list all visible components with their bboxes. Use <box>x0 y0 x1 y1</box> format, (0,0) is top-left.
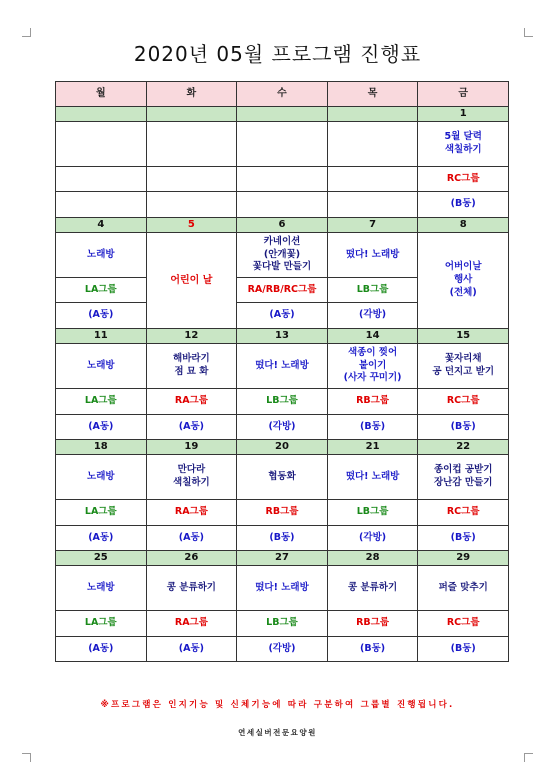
activity-cell: 떴다! 노래방 <box>237 344 328 389</box>
building-row-week5 <box>56 637 509 662</box>
date-cell: 8 <box>418 218 509 233</box>
activity-cell: 카네이션 (안개꽃) 꽃다발 만들기 <box>237 233 328 278</box>
date-row-week5 <box>56 551 509 566</box>
activity-cell: 꽃자리채 공 던지고 받기 <box>418 344 509 389</box>
date-cell: 22 <box>418 440 509 455</box>
date-cell: 19 <box>146 440 237 455</box>
activity-row-week2 <box>56 233 509 278</box>
date-cell: 7 <box>327 218 418 233</box>
activity-cell: 떴다! 노래방 <box>237 566 328 611</box>
date-cell: 4 <box>56 218 147 233</box>
group-cell: RB그룹 <box>327 611 418 637</box>
building-cell: (A동) <box>56 637 147 662</box>
group-cell: RC그룹 <box>418 500 509 526</box>
group-cell <box>327 167 418 192</box>
group-cell <box>56 167 147 192</box>
activity-cell: 5월 달력 색칠하기 <box>418 122 509 167</box>
building-cell: (A동) <box>237 303 328 329</box>
weekday-thu: 목 <box>327 82 418 107</box>
group-row-week1 <box>56 167 509 192</box>
page-title: 2020년 05월 프로그램 진행표 <box>133 42 422 66</box>
date-cell <box>56 107 147 122</box>
group-cell <box>237 167 328 192</box>
activity-cell: 떴다! 노래방 <box>327 233 418 278</box>
building-cell: (각방) <box>237 415 328 440</box>
building-cell: (B동) <box>418 526 509 551</box>
weekday-header-row <box>56 82 509 107</box>
date-row-week3 <box>56 329 509 344</box>
activity-cell: 색종이 찢어 붙이기 (사자 꾸미기) <box>327 344 418 389</box>
group-cell: LB그룹 <box>237 389 328 415</box>
activity-cell: 해바라기 점 묘 화 <box>146 344 237 389</box>
activity-cell: 퍼즐 맞추기 <box>418 566 509 611</box>
building-cell: (A동) <box>146 637 237 662</box>
date-cell-holiday: 5 <box>146 218 237 233</box>
building-cell: (A동) <box>56 415 147 440</box>
crop-mark-top-left <box>22 28 31 37</box>
activity-cell: 만다라 색칠하기 <box>146 455 237 500</box>
group-row-week3 <box>56 389 509 415</box>
group-cell: RA/RB/RC그룹 <box>237 278 328 303</box>
date-cell: 25 <box>56 551 147 566</box>
weekday-mon: 월 <box>56 82 147 107</box>
building-cell: (B동) <box>327 415 418 440</box>
building-cell <box>327 192 418 218</box>
group-cell: RA그룹 <box>146 500 237 526</box>
date-cell: 20 <box>237 440 328 455</box>
date-cell <box>237 107 328 122</box>
group-cell: RA그룹 <box>146 389 237 415</box>
group-cell: LB그룹 <box>327 500 418 526</box>
building-cell: (각방) <box>327 303 418 329</box>
crop-mark-bottom-left <box>22 753 31 762</box>
building-row-week4 <box>56 526 509 551</box>
footnote: ※프로그램은 인지기능 및 신체기능에 따라 구분하여 그룹별 진행됩니다. <box>100 700 455 710</box>
date-cell: 14 <box>327 329 418 344</box>
group-cell: RA그룹 <box>146 611 237 637</box>
activity-cell: 떴다! 노래방 <box>327 455 418 500</box>
group-cell: LA그룹 <box>56 500 147 526</box>
group-cell: RC그룹 <box>418 167 509 192</box>
weekday-fri: 금 <box>418 82 509 107</box>
date-cell: 21 <box>327 440 418 455</box>
activity-cell <box>146 122 237 167</box>
building-row-week3 <box>56 415 509 440</box>
building-cell: (A동) <box>56 526 147 551</box>
group-cell: RB그룹 <box>237 500 328 526</box>
crop-mark-bottom-right <box>524 753 533 762</box>
group-cell: LA그룹 <box>56 278 147 303</box>
date-cell: 28 <box>327 551 418 566</box>
building-cell: (B동) <box>237 526 328 551</box>
activity-cell: 노래방 <box>56 566 147 611</box>
activity-row-week3 <box>56 344 509 389</box>
date-row-week2 <box>56 218 509 233</box>
activity-cell: 협동화 <box>237 455 328 500</box>
group-cell: RC그룹 <box>418 389 509 415</box>
group-row-week4 <box>56 500 509 526</box>
childrens-day-cell: 어린이 날 <box>146 233 237 329</box>
group-cell <box>146 167 237 192</box>
building-cell <box>56 192 147 218</box>
activity-cell <box>237 122 328 167</box>
building-cell: (A동) <box>56 303 147 329</box>
activity-row-week4 <box>56 455 509 500</box>
building-cell: (A동) <box>146 415 237 440</box>
activity-cell: 콩 분류하기 <box>327 566 418 611</box>
date-cell <box>327 107 418 122</box>
building-cell: (각방) <box>327 526 418 551</box>
date-row-week4 <box>56 440 509 455</box>
weekday-tue: 화 <box>146 82 237 107</box>
date-cell: 1 <box>418 107 509 122</box>
date-cell: 18 <box>56 440 147 455</box>
date-cell: 15 <box>418 329 509 344</box>
date-cell: 11 <box>56 329 147 344</box>
group-cell: LA그룹 <box>56 611 147 637</box>
parents-day-cell: 어버이날 행사 (전체) <box>418 233 509 329</box>
date-row-week1 <box>56 107 509 122</box>
activity-cell: 노래방 <box>56 233 147 278</box>
group-cell: LB그룹 <box>327 278 418 303</box>
activity-row-week1 <box>56 122 509 167</box>
group-cell: LB그룹 <box>237 611 328 637</box>
program-schedule-table <box>55 81 509 662</box>
building-cell: (B동) <box>327 637 418 662</box>
crop-mark-top-right <box>524 28 533 37</box>
building-cell <box>237 192 328 218</box>
group-row-week5 <box>56 611 509 637</box>
date-cell <box>146 107 237 122</box>
building-cell: (B동) <box>418 637 509 662</box>
group-cell: LA그룹 <box>56 389 147 415</box>
activity-cell <box>56 122 147 167</box>
activity-cell: 종이컵 공받기 장난감 만들기 <box>418 455 509 500</box>
activity-cell: 노래방 <box>56 455 147 500</box>
date-cell: 26 <box>146 551 237 566</box>
institution-name: 연세실버전문요양원 <box>238 728 317 737</box>
activity-cell <box>327 122 418 167</box>
activity-row-week5 <box>56 566 509 611</box>
group-cell: RB그룹 <box>327 389 418 415</box>
activity-cell: 콩 분류하기 <box>146 566 237 611</box>
date-cell: 29 <box>418 551 509 566</box>
building-cell: (B동) <box>418 415 509 440</box>
building-cell: (B동) <box>418 192 509 218</box>
building-cell: (A동) <box>146 526 237 551</box>
group-cell: RC그룹 <box>418 611 509 637</box>
building-cell <box>146 192 237 218</box>
building-row-week1 <box>56 192 509 218</box>
date-cell: 13 <box>237 329 328 344</box>
weekday-wed: 수 <box>237 82 328 107</box>
date-cell: 6 <box>237 218 328 233</box>
date-cell: 27 <box>237 551 328 566</box>
building-cell: (각방) <box>237 637 328 662</box>
activity-cell: 노래방 <box>56 344 147 389</box>
date-cell: 12 <box>146 329 237 344</box>
